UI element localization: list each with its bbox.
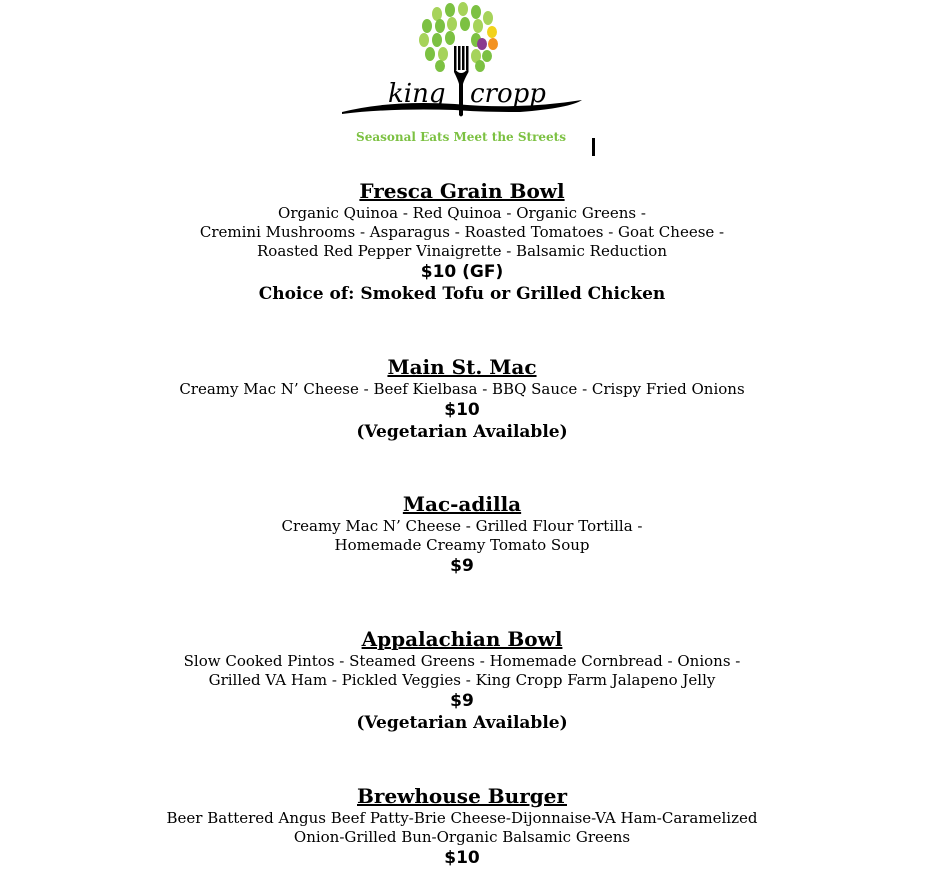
item-description-line: Creamy Mac N’ Cheese - Grilled Flour Tortilla -: [281, 517, 643, 535]
menu-item-brewhouse-burger: [0, 783, 924, 869]
item-title: Fresca Grain Bowl: [359, 179, 565, 203]
item-price: $10: [444, 400, 480, 420]
item-description-line: Organic Quinoa - Red Quinoa - Organic Greens -: [278, 204, 646, 222]
item-description-line: Grilled VA Ham - Pickled Veggies - King Cropp Farm Jalapeno Jelly: [208, 671, 716, 689]
menu-item-mac-adilla: [0, 491, 924, 577]
item-description-line: Creamy Mac N’ Cheese - Beef Kielbasa - BBQ Sauce - Crispy Fried Onions: [179, 380, 745, 398]
item-price: $10: [444, 848, 480, 868]
logo-text-cropp: cropp: [470, 79, 546, 109]
item-note: (Vegetarian Available): [356, 713, 568, 733]
item-description-line: Homemade Creamy Tomato Soup: [334, 536, 590, 554]
item-description-line: Roasted Red Pepper Vinaigrette - Balsamic Reduction: [257, 242, 667, 260]
tree-fork-logo-icon: [330, 0, 600, 130]
item-title: Brewhouse Burger: [357, 784, 567, 808]
logo-text-king: king: [388, 79, 446, 109]
item-title: Main St. Mac: [387, 355, 537, 379]
menu-item-main-st-mac: [0, 354, 924, 443]
item-description-line: Slow Cooked Pintos - Steamed Greens - Homemade Cornbread - Onions -: [183, 652, 741, 670]
item-title: Appalachian Bowl: [361, 627, 563, 651]
item-description-line: Cremini Mushrooms - Asparagus - Roasted Tomatoes - Goat Cheese -: [199, 223, 725, 241]
item-price: $10 (GF): [420, 262, 504, 282]
item-price: $9: [450, 556, 474, 576]
menu-item-appalachian-bowl: [0, 626, 924, 734]
item-description-line: Beer Battered Angus Beef Patty-Brie Cheese-Dijonnaise-VA Ham-Caramelized: [166, 809, 758, 827]
menu-item-fresca-grain-bowl: [0, 178, 924, 305]
tagline: Seasonal Eats Meet the Streets: [356, 130, 566, 144]
item-title: Mac-adilla: [402, 492, 522, 516]
item-price: $9: [450, 691, 474, 711]
item-note: Choice of: Smoked Tofu or Grilled Chicken: [258, 284, 666, 304]
text-cursor: [592, 138, 595, 156]
item-note: (Vegetarian Available): [356, 422, 568, 442]
item-description-line: Onion-Grilled Bun-Organic Balsamic Greens: [293, 828, 631, 846]
